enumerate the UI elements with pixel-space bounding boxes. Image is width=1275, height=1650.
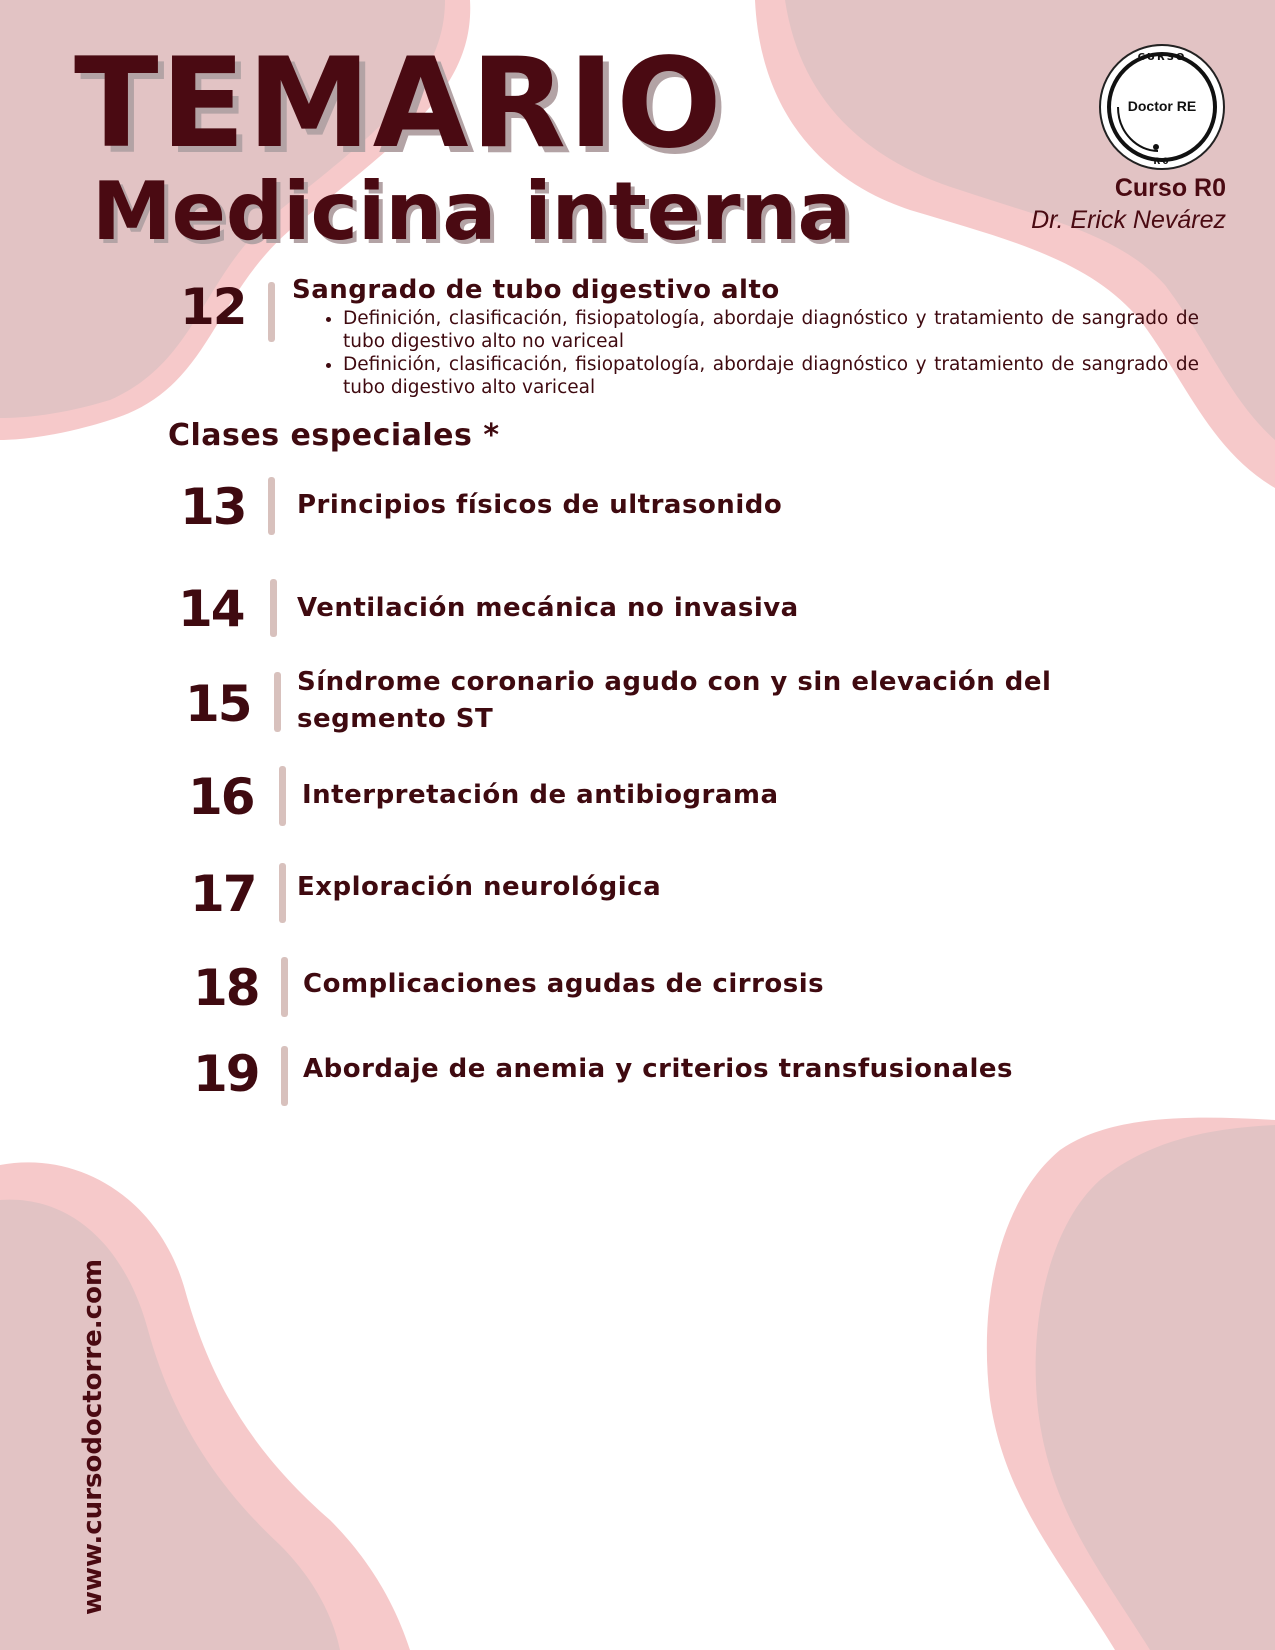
section-title: Clases especiales * [168,418,500,453]
topic-number: 17 [190,865,256,923]
topic-number: 13 [180,478,246,536]
topic-title: Abordaje de anemia y criterios transfusionales [303,1054,1014,1084]
course-name: Curso R0 [1114,174,1226,202]
page-title: TEMARIO [74,32,724,176]
topic-divider [279,766,286,826]
svg-text:CURSO: CURSO [1137,52,1187,63]
topic-number: 18 [193,959,259,1017]
topic-divider [274,672,281,732]
topic-number: 12 [180,278,246,336]
svg-text:R0: R0 [1153,157,1171,167]
topic-title: Complicaciones agudas de cirrosis [303,969,825,999]
bullet-item: • Definición, clasificación, fisiopatología, abordaje diagnóstico y tratamiento de sangrado de tubo digestivo alto no variceal [343,307,1199,353]
topic-bullets [320,307,1199,399]
topic-divider [268,477,275,535]
topic-title: Principios físicos de ultrasonido [297,490,783,520]
topic-divider [268,282,275,342]
topic-divider [281,957,288,1017]
topic-number: 16 [188,768,254,826]
topic-number: 15 [185,675,251,733]
topic-title: Ventilación mecánica no invasiva [297,593,799,623]
topic-title: Interpretación de antibiograma [302,780,779,810]
author-name: Dr. Erick Nevárez [1031,206,1226,234]
doctorre-logo [1098,43,1226,171]
topic-number: 14 [178,580,244,638]
topic-title: Síndrome coronario agudo con y sin elevación del segmento ST [297,667,1052,734]
topic-title: Exploración neurológica [297,872,662,902]
topic-divider [270,579,277,637]
bullet-item: • Definición, clasificación, fisiopatología, abordaje diagnóstico y tratamiento de sangrado de tubo digestivo alto variceal [343,353,1199,399]
svg-text:Doctor RE: Doctor RE [1127,98,1197,114]
website-link[interactable]: www.cursodoctorre.com [78,1258,108,1615]
topic-divider [279,863,286,923]
topic-number: 19 [193,1045,259,1103]
page-subtitle: Medicina interna [92,165,852,258]
topic-divider [281,1046,288,1106]
topic-title: Sangrado de tubo digestivo alto [292,275,780,305]
